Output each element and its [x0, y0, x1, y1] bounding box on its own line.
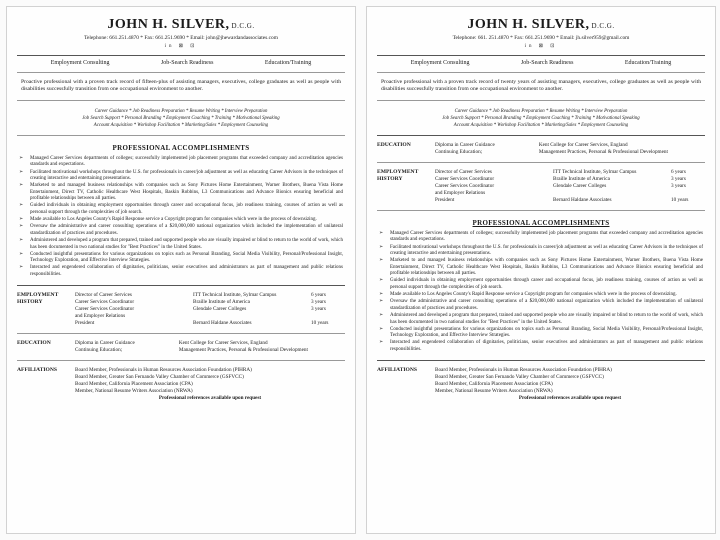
arrow-bullet-icon: ➢ [379, 230, 384, 236]
employment-section [377, 169, 705, 204]
list-item: ➢ Interacted and engendered collaboration of dignitaries, politicians, senior executives and administrators as part of management and public relations responsibilities. [19, 265, 343, 277]
list-item: ➢ Managed Career Services departments of colleges; successfully implemented job placement programs that exceeded company and accreditation agencies standards and expectations. [19, 155, 343, 168]
affiliation-item: Board Member, California Placement Association (CPA) [435, 380, 553, 387]
list-item: ➢ Oversaw the administrative and career consulting operations of a $20,000,000 national organization which included the implementation of unilateral standardization of practices and procedures. [379, 299, 703, 311]
divider [377, 55, 705, 56]
divider [377, 210, 705, 211]
list-item: ➢ Conducted insightful presentations for various organizations on topics such as Personal Branding, Social Media Visibility, Personal/Professional Insight, Technology Exploration, and Effective Interview Strategies. [379, 326, 703, 339]
divider [17, 55, 345, 56]
job-titles: Director of Career Services Career Services Coordinator Career Services Coordinator and Employer Relations President [435, 168, 495, 203]
education-degrees: Diploma in Career Guidance Continuing Education; [435, 141, 495, 155]
education-schools: Kent College for Career Services, England Management Practices, Personal & Professional Development [538, 141, 668, 155]
arrow-bullet-icon: ➢ [19, 155, 24, 161]
employers: ITT Technical Institute, Sylmar Campus Braille Institute of America Glendale Career Colleges Bernard Haldane Associates [553, 168, 637, 203]
education-section [377, 142, 705, 156]
focus-area: Employment Consulting [50, 60, 110, 66]
list-item: ➢ Marketed to and managed business relationships with companies such as Sony Pictures Home Entertainment, Warner Brothers, Buena Vista Home Entertainment, Direct TV, Catholic Healthcare West Hospitals, Baskin Robbins, L3 Communications and Advance Bionics ensuring beneficial and profitable relationships between all parties. [19, 183, 343, 202]
divider [17, 72, 345, 73]
education-section [17, 340, 345, 354]
candidate-name [7, 17, 355, 33]
arrow-bullet-icon: ➢ [379, 292, 384, 298]
resume-page-right [366, 6, 716, 534]
affiliations-section [17, 367, 345, 402]
credential: D.C.G. [591, 22, 615, 30]
skills-line: Career Guidance * Job Readiness Preparation * Resume Writing * Interview Preparation [94, 108, 268, 114]
skills-line: Job Search Support * Personal Branding * Employment Coaching * Training * Motivational Speaking [442, 115, 640, 121]
list-item: ➢ Facilitated motivational workshops throughout the U.S. for professionals in career/job adjustment as well as educating Career Advisors in the techniques of creating interactive and entertaining presentations. [379, 244, 703, 257]
contact-line: Telephone: 661.251.4870 * Fax: 661.251.9690 * Email: john@jhewardandassociates.com [84, 35, 278, 41]
affiliation-item: Member, National Resume Writers Association (NRWA) [435, 387, 553, 394]
name-text: JOHN H. SILVER, [467, 17, 590, 32]
social-icons: in ⊠ ⊡ [524, 44, 558, 49]
section-head-affiliations: AFFILIATIONS [17, 366, 57, 373]
arrow-bullet-icon: ➢ [379, 278, 384, 284]
section-title-accomplishments: PROFESSIONAL ACCOMPLISHMENTS [112, 143, 250, 152]
focus-area: Job-Search Readiness [160, 60, 214, 66]
contact-line: Telephone: 661. 251.4870 * Fax: 661.251.9690 * Email: jh.silver959@gmail.com [452, 35, 630, 41]
social-icons: in ⊠ ⊡ [164, 44, 198, 49]
list-item: ➢ Conducted insightful presentations for various organizations on topics such as Personal Branding, Social Media Visibility, Personal/Professional Insight, Technology Exploration, and Effective Interview Strategies. [19, 251, 343, 264]
section-title-accomplishments: PROFESSIONAL ACCOMPLISHMENTS [472, 218, 610, 227]
arrow-bullet-icon: ➢ [19, 217, 24, 223]
employment-years: 6 years 3 years 3 years 10 years [311, 291, 329, 326]
focus-areas [25, 60, 337, 66]
focus-area: Education/Training [264, 60, 312, 66]
accomplishments-list [379, 231, 703, 354]
focus-area: Employment Consulting [410, 60, 470, 66]
section-head-education: EDUCATION [377, 141, 411, 148]
skills-line: Job Search Support * Personal Branding * Employment Coaching * Training * Motivational Speaking [82, 115, 280, 121]
list-item: ➢ Administered and developed a program that prepared, trained and supported people who are visually impaired or blind to return to the world of work, which has been documented in two national studies for "Best Practices" in the United States. [379, 312, 703, 325]
arrow-bullet-icon: ➢ [379, 244, 384, 250]
divider [17, 333, 345, 334]
arrow-bullet-icon: ➢ [379, 258, 384, 264]
employers: ITT Technical Institute, Sylmar Campus Braille Institute of America Glendale Career Colleges Bernard Haldane Associates [193, 291, 277, 326]
affiliation-item: Board Member, California Placement Association (CPA) [75, 380, 193, 387]
candidate-name [367, 17, 715, 33]
credential: D.C.G. [231, 22, 255, 30]
divider [17, 135, 345, 136]
education-schools: Kent College for Career Services, England Management Practices, Personal & Professional Development [178, 339, 308, 353]
summary-paragraph: Proactive professional with a proven track record of fifteen-plus of assisting managers, executives, college graduates as well as people with disabilities successfully transition from one occupational environment to another. [21, 79, 341, 93]
list-item: ➢ Guided individuals in obtaining employment opportunities through career and occupational focus, job readiness training, courses of action as well as personal support through the complexities of job search. [379, 278, 703, 291]
affiliation-item: Board Member, Greater San Fernando Valley Chamber of Commerce (GSFVCC) [75, 373, 244, 380]
divider [377, 360, 705, 361]
summary-paragraph: Proactive professional with a proven track record of twenty years of assisting managers, executives, college graduates as well as people with disabilities successfully transition from one occupational environment to another. [381, 79, 701, 93]
references-note: Professional references available upon request [518, 394, 622, 401]
arrow-bullet-icon: ➢ [19, 251, 24, 257]
employment-section [17, 292, 345, 327]
divider [17, 360, 345, 361]
list-item: ➢ Managed Career Services departments of colleges; successfully implemented job placement programs that exceeded company and accreditation agencies standards and expectations. [379, 230, 703, 243]
affiliation-item: Member, National Resume Writers Association (NRWA) [75, 387, 193, 394]
skills-line: Career Guidance * Job Readiness Preparation * Resume Writing * Interview Preparation [454, 108, 628, 114]
arrow-bullet-icon: ➢ [19, 169, 24, 175]
arrow-bullet-icon: ➢ [19, 265, 24, 271]
education-degrees: Diploma in Career Guidance Continuing Education; [75, 339, 135, 353]
skills-block [19, 108, 343, 129]
job-titles: Director of Career Services Career Services Coordinator Career Services Coordinator and Employer Relations President [75, 291, 135, 326]
arrow-bullet-icon: ➢ [379, 312, 384, 318]
affiliation-item: Board Member, Professionals in Human Resources Association Foundation (PIHRA) [75, 366, 252, 373]
employment-years: 6 years 3 years 3 years 10 years [671, 168, 689, 203]
references-note: Professional references available upon request [158, 394, 262, 401]
affiliation-item: Board Member, Greater San Fernando Valley Chamber of Commerce (GSFVCC) [435, 373, 604, 380]
arrow-bullet-icon: ➢ [379, 326, 384, 332]
section-head-employment: EMPLOYMENT HISTORY [17, 291, 59, 305]
divider [17, 285, 345, 286]
arrow-bullet-icon: ➢ [19, 237, 24, 243]
focus-area: Job-Search Readiness [520, 60, 574, 66]
affiliations-section [377, 367, 705, 402]
section-head-affiliations: AFFILIATIONS [377, 366, 417, 373]
arrow-bullet-icon: ➢ [379, 340, 384, 346]
focus-area: Education/Training [624, 60, 672, 66]
list-item: ➢ Oversaw the administrative and career consulting operations of a $20,000,000 national organization which included the implementation of unilateral standardization of practices and procedures. [19, 224, 343, 236]
divider [377, 72, 705, 73]
list-item: ➢ Marketed to and managed business relationships with companies such as Sony Pictures Home Entertainment, Warner Brothers, Buena Vista Home Entertainment, Direct TV, Catholic Healthcare West Hospitals, Baskin Robbins, L3 Communications and Advance Bionics ensuring beneficial and profitable relationships between all parties. [379, 258, 703, 277]
list-item: ➢ Facilitated motivational workshops throughout the U.S. for professionals in career/job adjustment as well as educating Career Advisors in the techniques of creating interactive and entertaining presentations. [19, 169, 343, 182]
divider [377, 100, 705, 101]
arrow-bullet-icon: ➢ [19, 224, 24, 230]
list-item: ➢ Administered and developed a program that prepared, trained and supported people who are visually impaired or blind to return to the world of work, which has been documented in two national studies for "Best Practices" in the United States. [19, 237, 343, 250]
skills-line: Account Acquisition * Workshop Facilitation * Marketing/Sales * Employment Counseling [93, 122, 269, 128]
arrow-bullet-icon: ➢ [379, 299, 384, 305]
arrow-bullet-icon: ➢ [19, 183, 24, 189]
arrow-bullet-icon: ➢ [19, 203, 24, 209]
name-text: JOHN H. SILVER, [107, 17, 230, 32]
divider [17, 100, 345, 101]
affiliation-item: Board Member, Professionals in Human Resources Association Foundation (PIHRA) [435, 366, 612, 373]
section-head-employment: EMPLOYMENT HISTORY [377, 168, 419, 182]
accomplishments-list [19, 156, 343, 279]
section-head-education: EDUCATION [17, 339, 51, 346]
list-item: ➢ Guided individuals in obtaining employment opportunities through career and occupational focus, job readiness training, courses of action as well as personal support through the complexities of job search. [19, 203, 343, 216]
divider [377, 135, 705, 136]
skills-line: Account Acquisition * Workshop Facilitation * Marketing/Sales * Employment Counseling [453, 122, 629, 128]
divider [377, 162, 705, 163]
focus-areas [385, 60, 697, 66]
skills-block [379, 108, 703, 129]
resume-page-left [6, 6, 356, 534]
list-item: ➢ Interacted and engendered collaboration of dignitaries, politicians, senior executives and administrators as part of management and public relations responsibilities. [379, 340, 703, 352]
list-item: ➢ Made available to Los Angeles County's Rapid Response service a Copyright program for companies which were in the process of downsizing. [19, 217, 317, 223]
list-item: ➢ Made available to Los Angeles County's Rapid Response service a Copyright program for companies which were in the process of downsizing. [379, 292, 677, 298]
